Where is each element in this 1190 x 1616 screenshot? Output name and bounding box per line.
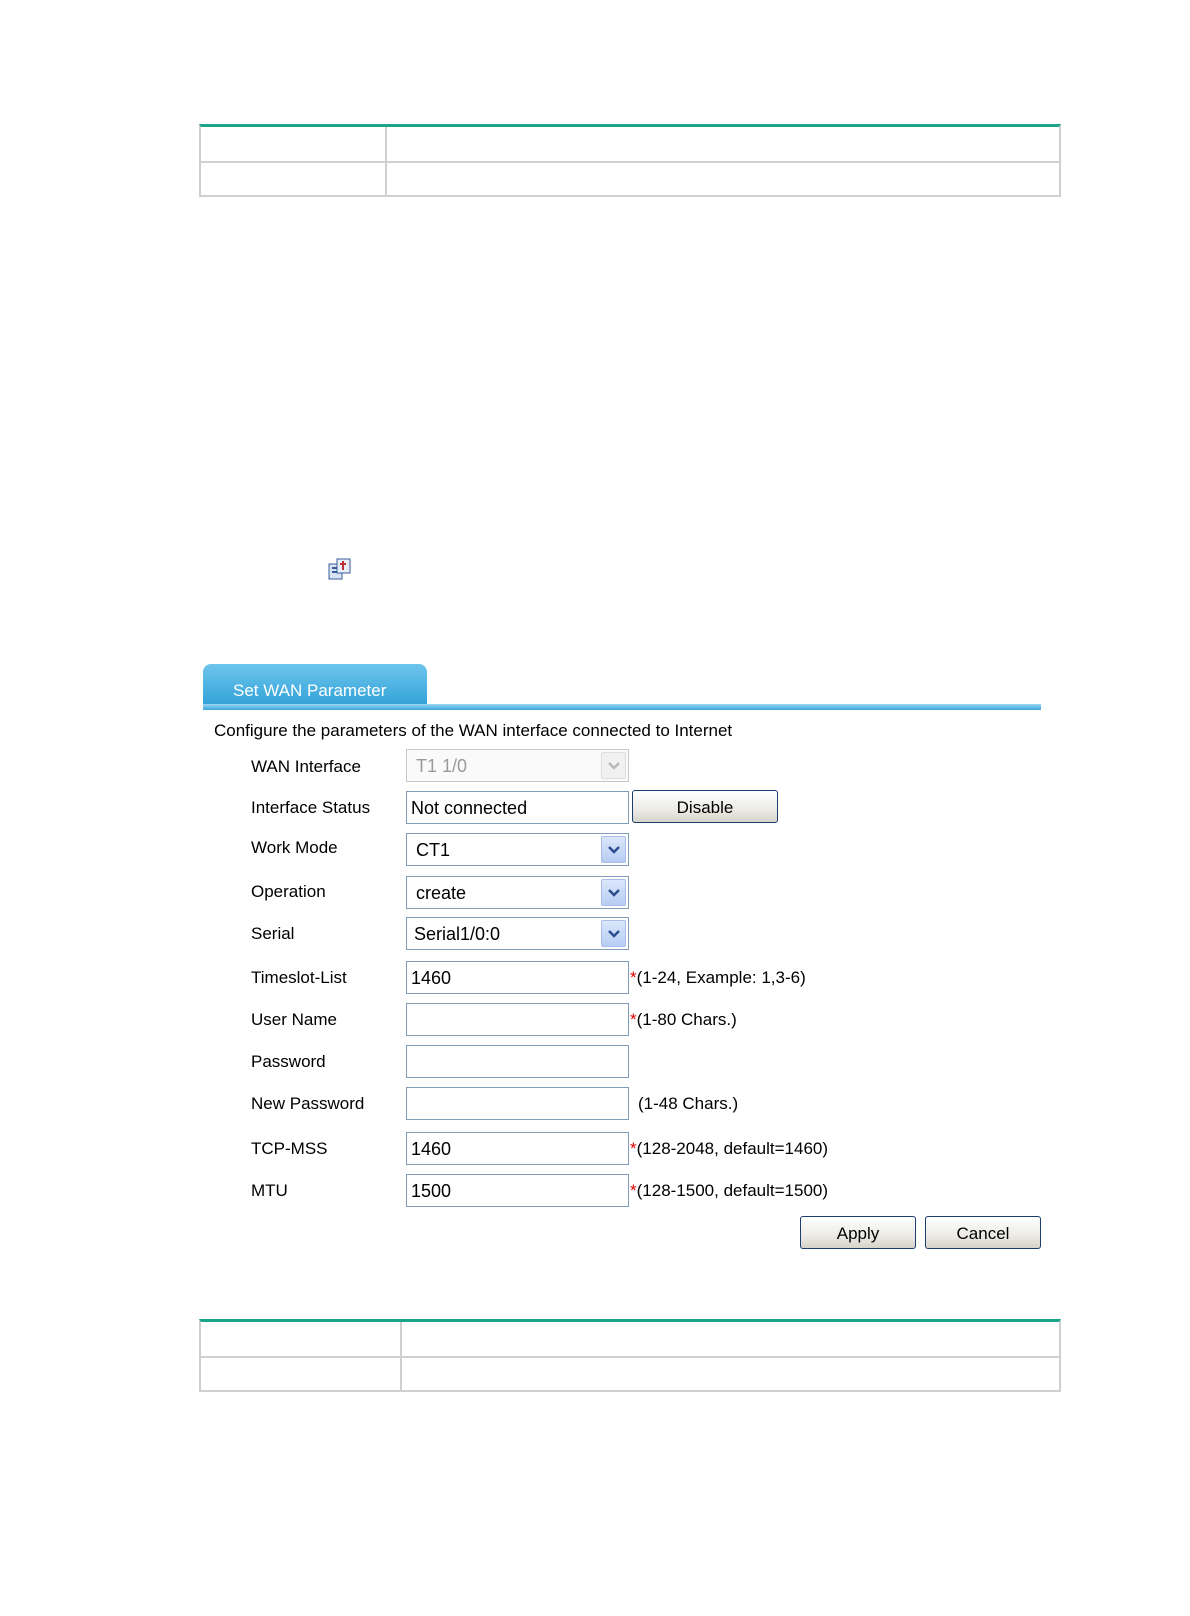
user-name-label: User Name	[251, 1010, 337, 1029]
serial-select[interactable]	[406, 917, 629, 950]
hint-text: (128-2048, default=1460)	[636, 1139, 829, 1158]
chevron-down-icon	[601, 836, 626, 863]
mtu-hint	[630, 1181, 828, 1201]
hint-text: (1-24, Example: 1,3-6)	[636, 968, 806, 987]
chevron-down-icon	[601, 752, 626, 779]
serial-value: Serial1/0:0	[414, 924, 501, 944]
work-mode-value: CT1	[416, 840, 451, 860]
tcp-mss-input[interactable]: 1460	[406, 1132, 629, 1165]
table-row	[201, 161, 1059, 195]
table-cell	[201, 1358, 402, 1390]
wizard-icon	[328, 558, 352, 580]
required-marker: *	[630, 968, 637, 987]
bottom-table	[199, 1319, 1061, 1392]
interface-status-field: Not connected	[406, 791, 629, 824]
wan-interface-label: WAN Interface	[251, 757, 361, 776]
wan-interface-select[interactable]	[406, 749, 629, 782]
operation-label: Operation	[251, 882, 326, 901]
top-table	[199, 124, 1061, 197]
form-description: Configure the parameters of the WAN interface connected to Internet	[214, 721, 733, 740]
tcp-mss-hint	[630, 1139, 828, 1159]
disable-button[interactable]: Disable	[632, 790, 778, 823]
wan-interface-value: T1 1/0	[416, 756, 468, 776]
table-row	[201, 1356, 1059, 1390]
operation-value: create	[416, 883, 467, 903]
new-password-input[interactable]	[406, 1087, 629, 1120]
new-password-label: New Password	[251, 1094, 365, 1113]
timeslot-list-label: Timeslot-List	[251, 968, 347, 987]
tab-set-wan-parameter[interactable]: Set WAN Parameter	[203, 664, 427, 710]
cancel-button[interactable]: Cancel	[925, 1216, 1041, 1249]
hint-text: (128-1500, default=1500)	[636, 1181, 829, 1200]
tcp-mss-label: TCP-MSS	[251, 1139, 328, 1158]
new-password-hint: (1-48 Chars.)	[638, 1094, 739, 1113]
chevron-down-icon	[601, 920, 626, 947]
user-name-input[interactable]	[406, 1003, 629, 1036]
operation-select[interactable]	[406, 876, 629, 909]
user-name-hint	[630, 1010, 737, 1030]
mtu-label: MTU	[251, 1181, 288, 1200]
work-mode-label: Work Mode	[251, 838, 338, 857]
table-header-row	[201, 1322, 1059, 1356]
required-marker: *	[630, 1181, 637, 1200]
apply-button[interactable]: Apply	[800, 1216, 916, 1249]
serial-label: Serial	[251, 924, 295, 943]
table-cell	[201, 127, 387, 161]
mtu-input[interactable]: 1500	[406, 1174, 629, 1207]
table-cell	[201, 1322, 402, 1356]
required-marker: *	[630, 1139, 637, 1158]
work-mode-select[interactable]	[406, 833, 629, 866]
interface-status-label: Interface Status	[251, 798, 371, 817]
timeslot-list-input[interactable]: 1460	[406, 961, 629, 994]
hint-text: (1-80 Chars.)	[636, 1010, 737, 1029]
tab-underline	[203, 704, 1041, 710]
timeslot-list-hint	[630, 968, 806, 988]
table-cell	[201, 163, 387, 195]
table-header-row	[201, 127, 1059, 161]
password-input[interactable]	[406, 1045, 629, 1078]
required-marker: *	[630, 1010, 637, 1029]
password-label: Password	[251, 1052, 326, 1071]
chevron-down-icon	[601, 879, 626, 906]
